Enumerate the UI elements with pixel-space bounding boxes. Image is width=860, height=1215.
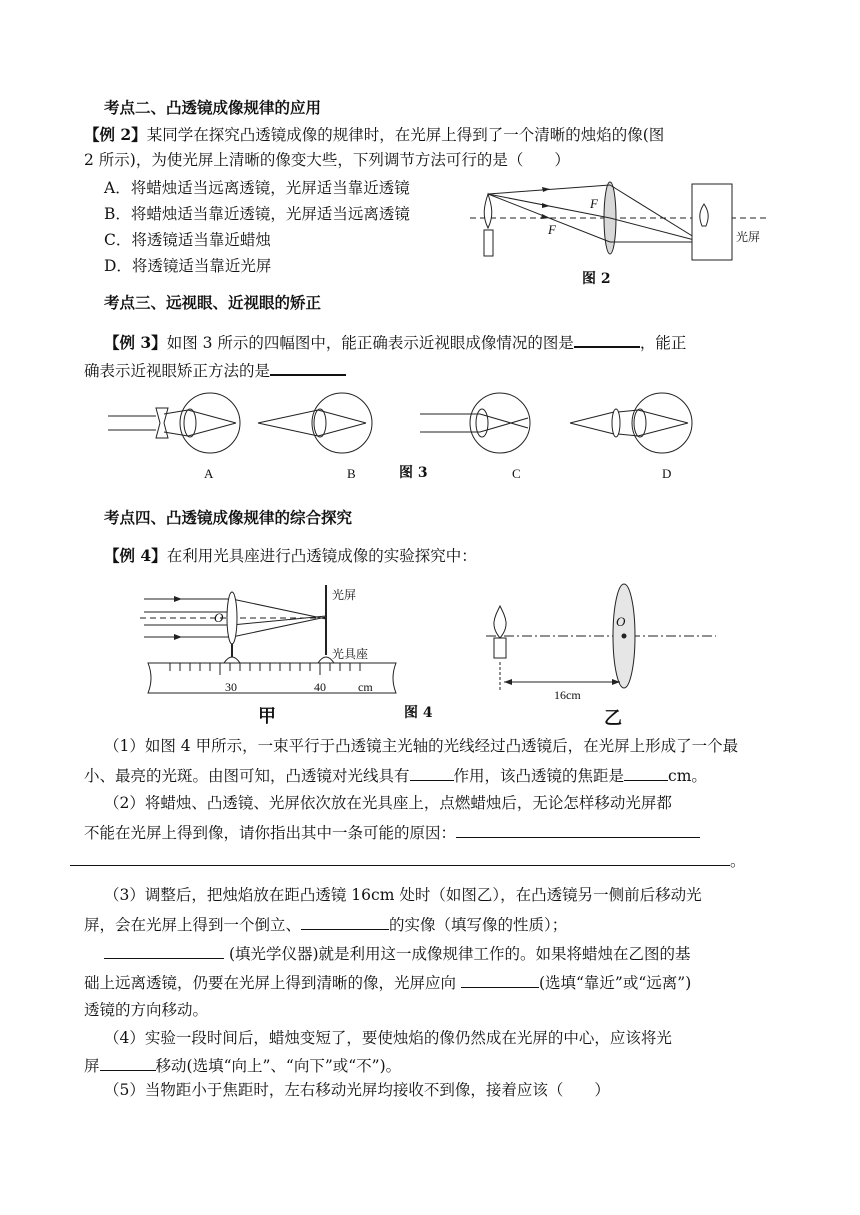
blank-screen-direction[interactable]: [461, 971, 539, 988]
q3-line3-text: (填光学仪器)就是利用这一成像规律工作的。如果将蜡烛在乙图的基: [228, 945, 691, 963]
example3-line2: 确表示近视眼矫正方法的是: [84, 362, 271, 380]
figure4-screen-label: 光屏: [332, 588, 357, 602]
figure3-label-d: D: [662, 466, 672, 481]
blank-screen-move[interactable]: [100, 1054, 156, 1071]
q3-line2b: 的实像（填写像的性质）；: [389, 916, 568, 934]
q2-line2: [84, 821, 700, 844]
eye-diagram-a: [108, 393, 240, 453]
figure4-unit-cm: cm: [358, 680, 373, 694]
example2-line1: 某同学在探究凸透镜成像的规律时，在光屏上得到了一个清晰的烛焰的像(图: [146, 126, 665, 144]
q5-line1: （5）当物距小于焦距时，左右移动光屏均接收不到像，接着应该（ ）: [104, 1081, 610, 1099]
q3-line4b: (选填“靠近”或“远离”): [538, 974, 692, 992]
q3-line3: [104, 942, 691, 965]
example4-tag: 【例 4】: [104, 546, 167, 565]
q1-line2c: cm。: [668, 767, 707, 785]
blank-reason-1[interactable]: [456, 821, 700, 838]
blank-correction[interactable]: [270, 358, 346, 376]
figure4-bench-label: 光具座: [332, 647, 369, 661]
blank-near-sight-image[interactable]: [574, 330, 640, 348]
q4-line2: [84, 1054, 401, 1077]
q2-line1: （2）将蜡烛、凸透镜、光屏依次放在光具座上，点燃蜡烛后，无论怎样移动光屏都: [104, 794, 672, 812]
q4-line1: （4）实验一段时间后，蜡烛变短了，要使烛焰的像仍然成在光屏的中心，应该将光: [104, 1029, 672, 1047]
figure4-jia-diagram: [140, 585, 400, 695]
example4-intro-wrap: [104, 545, 477, 567]
figure3-diagram: [108, 390, 728, 460]
blank-optical-instrument[interactable]: [104, 942, 224, 959]
example2-option-b: B．将蜡烛适当靠近透镜，光屏适当远离透镜: [104, 205, 410, 223]
figure3-label-a: A: [204, 466, 214, 481]
section3-heading: 考点三、远视眼、近视眼的矫正: [104, 293, 322, 312]
figure2-diagram: [470, 180, 770, 265]
figure4-tick-30: 30: [225, 680, 237, 694]
q4-line2a: 屏: [84, 1057, 100, 1075]
blank-lens-effect[interactable]: [410, 764, 454, 781]
q2-end: 。: [730, 852, 746, 870]
section4-heading: 考点四、凸透镜成像规律的综合探究: [104, 508, 353, 527]
example3-question: [104, 330, 686, 354]
figure4-yi-o-label: O: [616, 614, 626, 629]
q3-line4: [84, 971, 691, 994]
figure2-focus-left: F: [548, 222, 556, 237]
eye-diagram-d: [570, 393, 692, 453]
figure3-caption: 图 3: [399, 465, 428, 481]
q4-line2b: 移动(选填“向上”、“向下”或“不”)。: [155, 1057, 402, 1075]
example3-tag: 【例 3】: [104, 333, 167, 352]
figure3-label-b: B: [347, 466, 356, 481]
example3-line1b: ，能正: [639, 334, 687, 352]
figure2-screen-label: 光屏: [736, 230, 761, 244]
figure3-label-c: C: [512, 466, 521, 481]
example2-question: [84, 124, 664, 146]
example2-tag: 【例 2】: [84, 125, 147, 144]
section2-heading: 考点二、凸透镜成像规律的应用: [104, 98, 322, 117]
q3-line4a: 础上远离透镜，仍要在光屏上得到清晰的像，光屏应向: [84, 974, 457, 992]
figure4-yi-label: 乙: [604, 708, 622, 728]
q2-line2-text: 不能在光屏上得到像，请你指出其中一条可能的原因：: [84, 824, 457, 842]
figure4-jia-label: 甲: [258, 706, 276, 726]
blank-focal-length[interactable]: [624, 764, 668, 781]
blank-reason-2[interactable]: [70, 849, 730, 866]
figure4-tick-40: 40: [314, 680, 326, 694]
figure2-caption: 图 2: [582, 271, 611, 287]
figure2-focus-right: F: [590, 196, 598, 211]
figure4-yi-diagram: [486, 582, 716, 692]
example2-option-d: D．将透镜适当靠近光屏: [104, 257, 272, 275]
q3-line5: 透镜的方向移动。: [84, 1001, 209, 1019]
figure4-caption: 图 4: [404, 705, 433, 721]
q3-line2: [84, 913, 567, 936]
example4-intro: 在利用光具座进行凸透镜成像的实验探究中：: [166, 547, 477, 565]
q1-line2b: 作用，该凸透镜的焦距是: [453, 767, 625, 785]
q2-line3: [70, 849, 746, 872]
blank-image-property[interactable]: [301, 913, 389, 930]
example2-option-a: A．将蜡烛适当远离透镜，光屏适当靠近透镜: [104, 179, 410, 197]
q1-line2a: 小、最亮的光斑。由图可知，凸透镜对光线具有: [84, 767, 410, 785]
example2-option-c: C．将透镜适当靠近蜡烛: [104, 231, 271, 249]
figure4-o-label: O: [214, 610, 224, 625]
q1-line2: [84, 764, 707, 787]
q3-line2a: 屏，会在光屏上得到一个倒立、: [84, 916, 302, 934]
q1-line1: （1）如图 4 甲所示，一束平行于凸透镜主光轴的光线经过凸透镜后，在光屏上形成了一个最: [104, 737, 739, 755]
eye-diagram-b: [258, 393, 372, 453]
example3-line1a: 如图 3 所示的四幅图中，能正确表示近视眼成像情况的图是: [166, 334, 574, 352]
eye-diagram-c: [420, 393, 530, 453]
example2-line2: 2 所示)，为使光屏上清晰的像变大些，下列调节方法可行的是（ ）: [84, 151, 570, 169]
q3-line1: （3）调整后，把烛焰放在距凸透镜 16cm 处时（如图乙），在凸透镜另一侧前后移动光: [104, 886, 702, 904]
example3-line2-wrap: [84, 358, 346, 382]
figure4-16cm-label: 16cm: [554, 688, 581, 702]
